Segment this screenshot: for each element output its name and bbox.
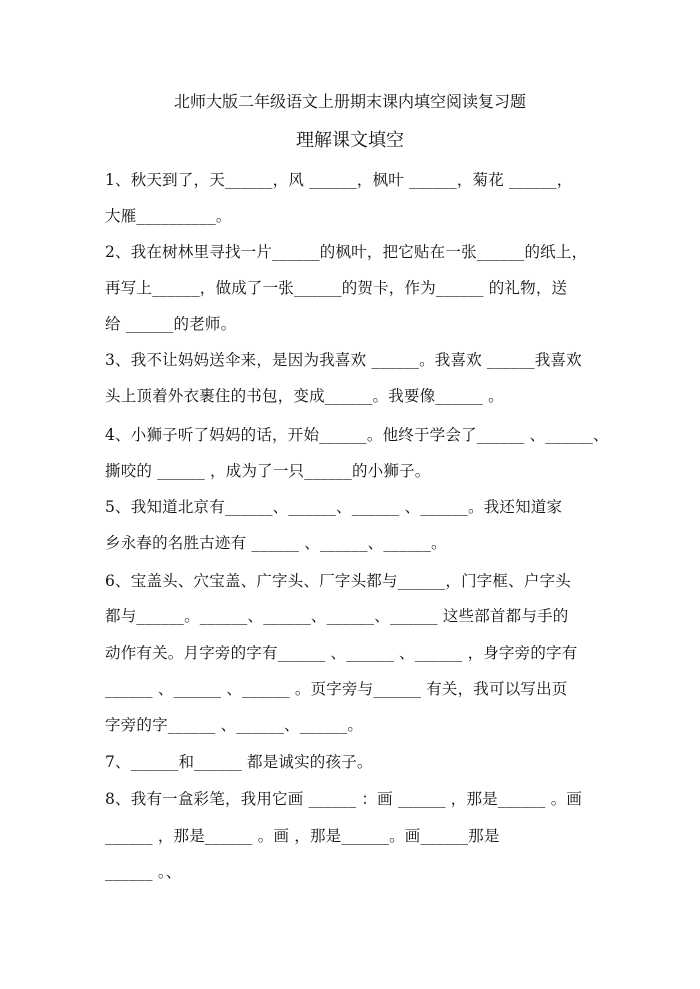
text-line-q6-d: ______ 、______ 、______ 。页字旁与______ 有关，我可以写出页 [105, 680, 568, 698]
text-line-q8-b: ______ ，那是______ 。画 ，那是______。画______那是 [105, 827, 500, 845]
text-line-q1-b: 大雁__________。 [105, 207, 232, 225]
text-line-q2-c: 给 ______的老师。 [105, 315, 237, 333]
text-line-q4-b: 撕咬的 ______ ，成为了一只______的小狮子。 [105, 462, 431, 480]
text-line-q6-a: 6、宝盖头、穴宝盖、广字头、厂字头都与______，门字框、户字头 [105, 572, 571, 590]
text-line-q5-a: 5、我知道北京有______、______、______ 、______。我还知道家 [105, 498, 563, 516]
text-line-q2-a: 2、我在树林里寻找一片______的枫叶，把它贴在一张______的纸上， [105, 243, 588, 261]
text-line-q2-b: 再写上______，做成了一张______的贺卡，作为______ 的礼物，送 [105, 279, 568, 297]
text-line-q1-a: 1、秋天到了，天______，风 ______，枫叶 ______，菊花 ______， [105, 171, 573, 189]
document-subtitle: 理解课文填空 [296, 130, 404, 151]
text-line-q3-b: 头上顶着外衣裹住的书包，变成______。我要像______ 。 [105, 387, 504, 405]
text-line-q8-c: ______ 。、 [105, 863, 182, 881]
text-line-q4-a: 4、小狮子听了妈妈的话，开始______。他终于学会了______ 、______、 [105, 426, 609, 444]
text-line-q8-a: 8、我有一盒彩笔，我用它画 ______ ：画 ______ ，那是______ 。画 [105, 790, 583, 808]
text-line-q3-a: 3、我不让妈妈送伞来，是因为我喜欢 ______。我喜欢 ______我喜欢 [105, 351, 582, 369]
text-line-q7: 7、______和______ 都是诚实的孩子。 [105, 753, 373, 771]
document-title: 北师大版二年级语文上册期末课内填空阅读复习题 [173, 92, 526, 111]
text-line-q5-b: 乡永春的名胜古迹有 ______ 、______、______。 [105, 534, 447, 552]
text-line-q6-c: 动作有关。月字旁的字有______ 、______ 、______ ，身字旁的字有 [105, 644, 578, 662]
text-line-q6-e: 字旁的字______ 、______、______。 [105, 716, 364, 734]
text-line-q6-b: 都与______。______、______、______、______ 这些部首都与手的 [105, 607, 569, 625]
